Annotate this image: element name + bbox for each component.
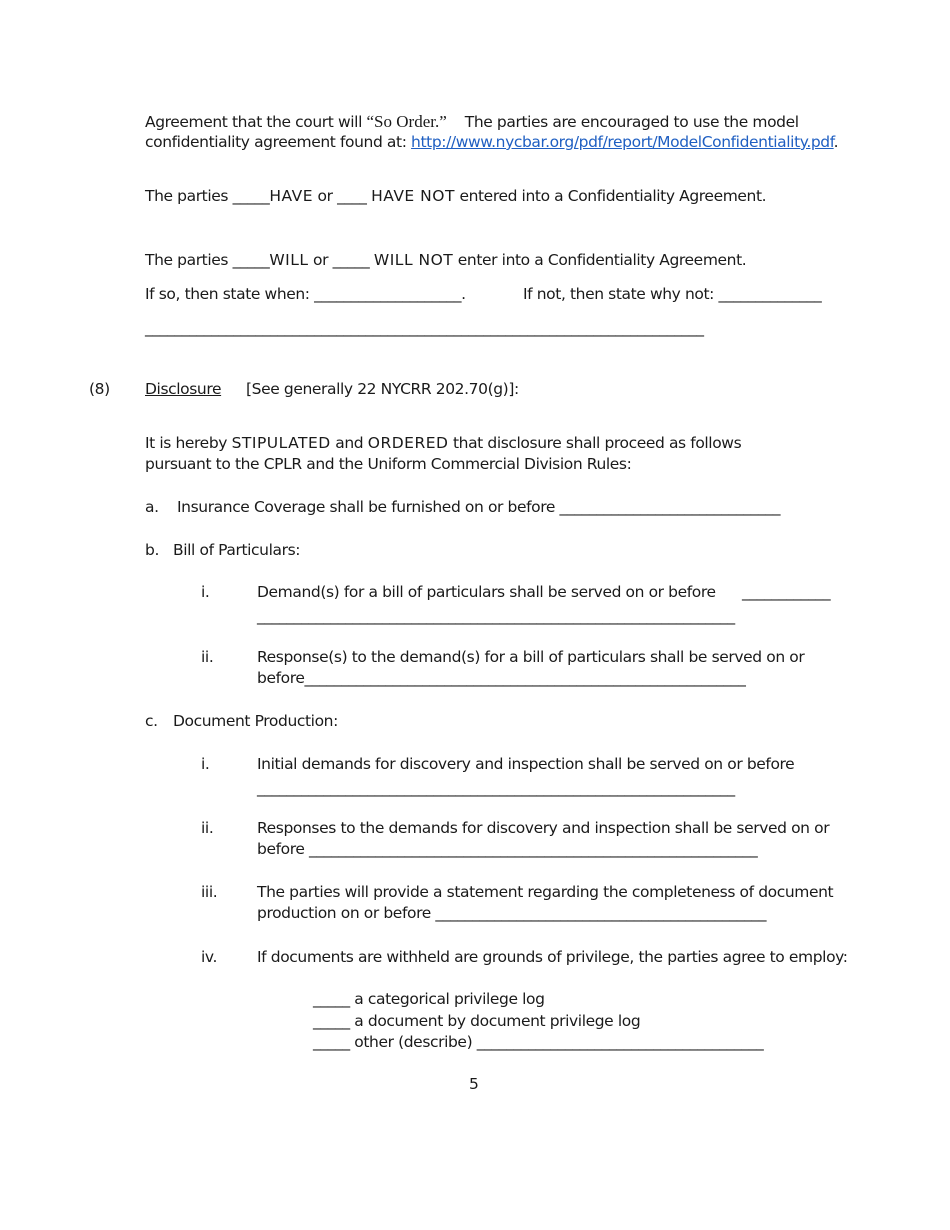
item-c-ii-number: ii. xyxy=(201,819,214,837)
state-when-field[interactable]: If so, then state when: ____________________. xyxy=(145,285,466,303)
stipulation-line-2: pursuant to the CPLR and the Uniform Commercial Division Rules: xyxy=(145,455,632,473)
explanation-blank-line[interactable]: ____________________________________________________________________________ xyxy=(145,319,704,337)
bill-demand-text: Demand(s) for a bill of particulars shall be served on or before xyxy=(257,583,716,601)
item-b-letter: b. xyxy=(145,541,159,559)
item-c-iv-number: iv. xyxy=(201,948,218,966)
bill-response-field[interactable]: before____________________________________________________________ xyxy=(257,669,746,687)
categorical-privilege-log-option[interactable]: _____ a categorical privilege log xyxy=(313,990,545,1008)
item-c-i-number: i. xyxy=(201,755,210,773)
bill-demand-blank[interactable]: ____________ xyxy=(742,583,831,601)
other-privilege-option[interactable]: _____ other (describe) _______________________________________ xyxy=(313,1033,764,1051)
intro-line-1: Agreement that the court will “So Order.” The parties are encouraged to use the model xyxy=(145,112,799,131)
document-privilege-log-option[interactable]: _____ a document by document privilege log xyxy=(313,1012,641,1030)
will-confidentiality-line: The parties _____WILL or _____ WILL NOT enter into a Confidentiality Agreement. xyxy=(145,251,747,269)
section-title: Disclosure xyxy=(145,380,222,398)
item-c-letter: c. xyxy=(145,712,158,730)
section-reference: [See generally 22 NYCRR 202.70(g)]: xyxy=(246,380,519,398)
insurance-coverage-field[interactable]: Insurance Coverage shall be furnished on or before ______________________________ xyxy=(177,498,781,516)
intro-line-2: confidentiality agreement found at: http://www.nycbar.org/pdf/report/ModelConfidentiality.pdf. xyxy=(145,133,839,151)
initial-demands-blank-line[interactable]: _________________________________________________________________ xyxy=(257,779,735,797)
stipulation-line-1: It is hereby STIPULATED and ORDERED that disclosure shall proceed as follows xyxy=(145,434,742,452)
bill-of-particulars-heading: Bill of Particulars: xyxy=(173,541,301,559)
item-c-iii-number: iii. xyxy=(201,883,218,901)
bill-demand-blank-line[interactable]: _________________________________________________________________ xyxy=(257,607,735,625)
have-confidentiality-line: The parties _____HAVE or ____ HAVE NOT entered into a Confidentiality Agreement. xyxy=(145,187,767,205)
completeness-statement-field[interactable]: production on or before _____________________________________________ xyxy=(257,904,767,922)
model-confidentiality-link[interactable]: http://www.nycbar.org/pdf/report/ModelConfidentiality.pdf xyxy=(411,133,834,151)
state-why-not-field[interactable]: If not, then state why not: ______________ xyxy=(523,285,822,303)
section-number: (8) xyxy=(89,380,110,398)
responses-demands-field[interactable]: before _____________________________________________________________ xyxy=(257,840,758,858)
document-production-heading: Document Production: xyxy=(173,712,338,730)
responses-demands-text: Responses to the demands for discovery and inspection shall be served on or xyxy=(257,819,830,837)
so-order-quote: “So Order.” xyxy=(366,112,447,131)
item-a-letter: a. xyxy=(145,498,159,516)
privilege-text: If documents are withheld are grounds of privilege, the parties agree to employ: xyxy=(257,948,848,966)
bill-response-text: Response(s) to the demand(s) for a bill of particulars shall be served on or xyxy=(257,648,805,666)
page-number: 5 xyxy=(469,1075,479,1093)
initial-demands-text: Initial demands for discovery and inspection shall be served on or before xyxy=(257,755,795,773)
item-b-ii-number: ii. xyxy=(201,648,214,666)
completeness-statement-text: The parties will provide a statement regarding the completeness of document xyxy=(257,883,834,901)
item-b-i-number: i. xyxy=(201,583,210,601)
